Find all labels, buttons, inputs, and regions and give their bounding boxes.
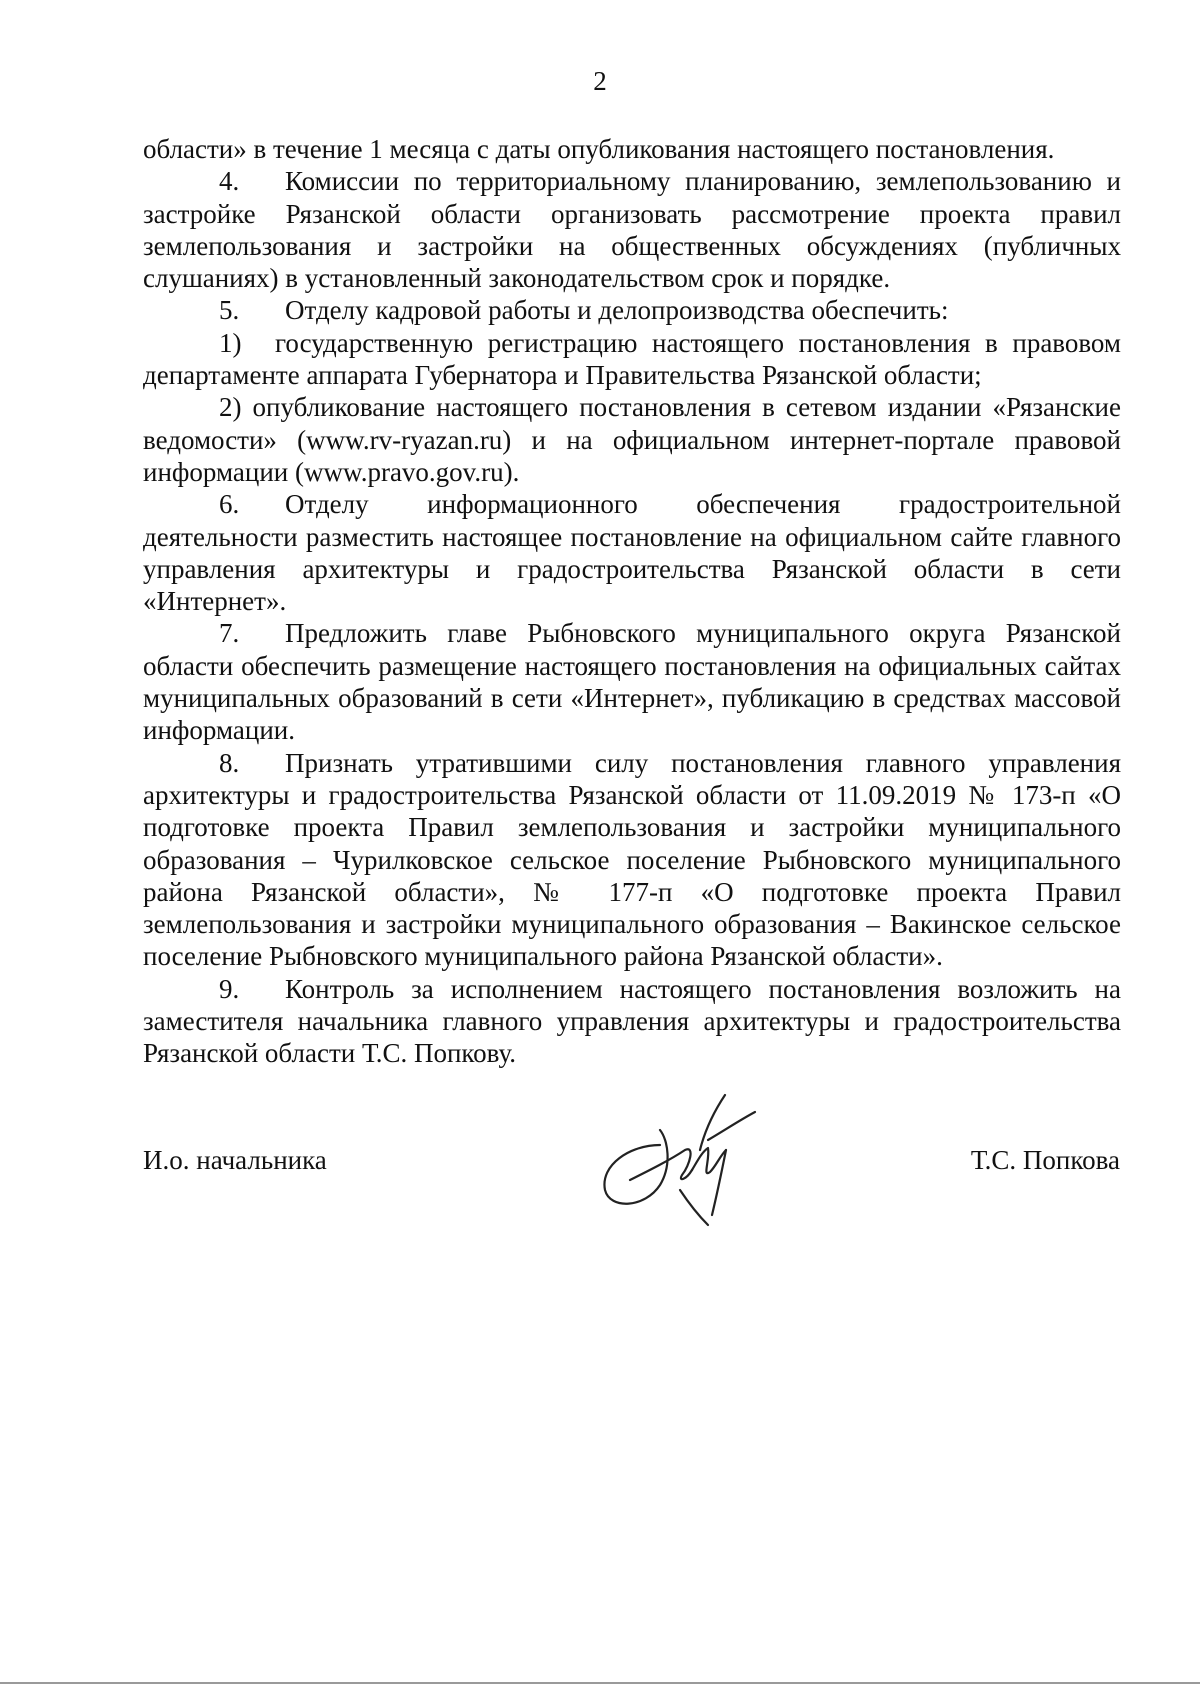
paragraph-number: 6.	[219, 489, 240, 520]
paragraph-text: государственную регистрацию настоящего постановления в правовом департаменте аппарата Губернатора и Правительства Рязанской области;	[143, 327, 1121, 391]
paragraph-text: Контроль за исполнением настоящего постановления возложить на заместителя начальника главного управления архитектуры и градостроительства Рязанской области Т.С. Попкову.	[143, 973, 1121, 1069]
paragraph-continuation: области» в течение 1 месяца с даты опубликования настоящего постановления.	[143, 134, 1055, 164]
paragraph-5-2: 2) опубликование настоящего постановления в сетевом издании «Рязанские ведомости» (www.rv-ryazan.ru) и на официальном интернет-портале правовой информации (www.pravo.gov.ru).	[143, 392, 1121, 487]
paragraph-6	[143, 488, 1121, 617]
paragraph-number: 5.	[219, 295, 240, 326]
paragraph-number: 8.	[219, 747, 240, 778]
paragraph-7	[143, 617, 1121, 746]
paragraph-text: Предложить главе Рыбновского муниципального округа Рязанской области обеспечить размещение настоящего постановления на официальных сайтах муниципальных образований в сети «Интернет», публикацию в средствах массовой информации.	[143, 618, 1121, 746]
signer-name: Т.С. Попкова	[970, 1145, 1120, 1175]
subparagraph-number: 1)	[219, 327, 242, 358]
paragraph-4	[143, 165, 1121, 294]
paragraph-5	[143, 294, 1121, 326]
paragraph-text: Признать утратившими силу постановления главного управления архитектуры и градостроительства Рязанской области от 11.09.2019 № 173-п «О подготовке проекта Правил землепользования и застройки муниципального образования – Чурилковское сельское поселение Рыбновского муниципального района Рязанской области», № 177-п «О подготовке проекта Правил землепользования и застройки муниципального образования – Вакинское сельское поселение Рыбновского муниципального района Рязанской области».	[143, 747, 1121, 972]
paragraph-number: 7.	[219, 618, 240, 649]
paragraph-text: Отделу кадровой работы и делопроизводства обеспечить:	[285, 295, 949, 326]
paragraph-text: Отделу информационного обеспечения градостроительной деятельности разместить настоящее постановление на официальном сайте главного управления архитектуры и градостроительства Рязанской области в сети «Интернет».	[143, 489, 1121, 617]
paragraph-5-1	[143, 327, 1121, 392]
page-number: 2	[593, 66, 607, 96]
paragraph-number: 9.	[219, 973, 240, 1004]
paragraph-number: 4.	[219, 166, 240, 197]
signer-role: И.о. начальника	[143, 1145, 327, 1175]
paragraph-9	[143, 973, 1121, 1070]
scan-edge-line	[0, 1682, 1200, 1684]
document-body	[143, 133, 1121, 1070]
handwritten-signature-icon	[590, 1090, 790, 1230]
paragraph-text: Комиссии по территориальному планированию, землепользованию и застройке Рязанской области организовать рассмотрение проекта правил землепользования и застройки на общественных обсуждениях (публичных слушаниях) в установленный законодательством срок и порядке.	[143, 166, 1121, 294]
paragraph-8	[143, 747, 1121, 973]
